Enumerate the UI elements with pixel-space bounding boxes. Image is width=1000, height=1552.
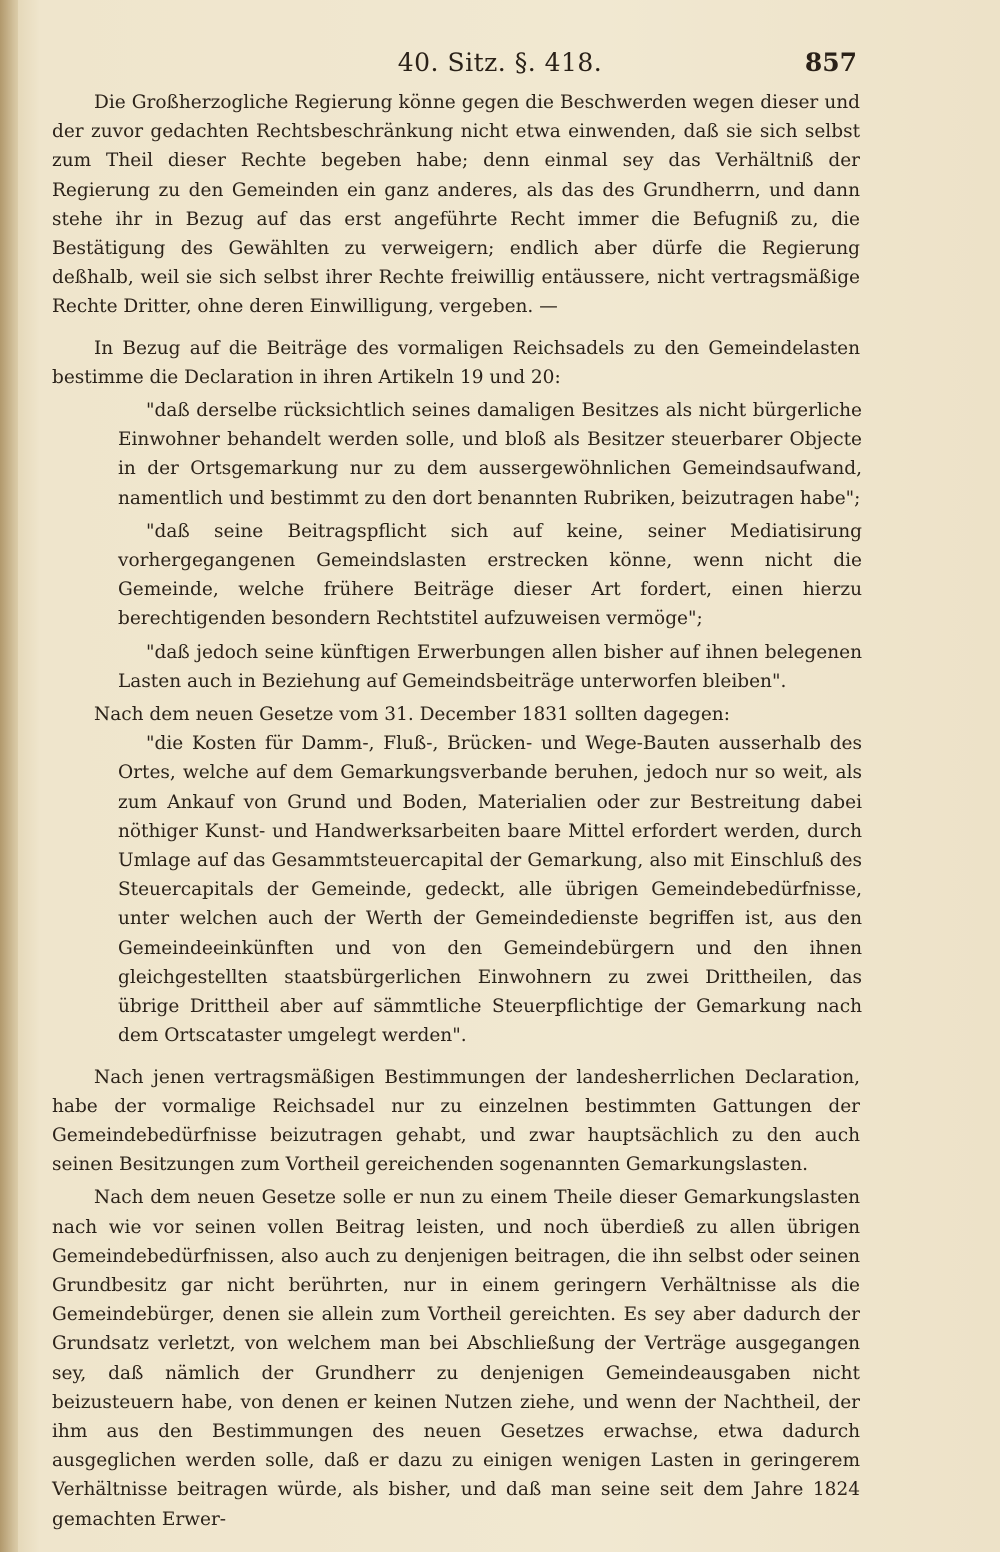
- quoted-article: "daß derselbe rücksichtlich seines damaligen Besitzes als nicht bürgerliche Einwohner behandelt werden solle, und bloß als Besitzer steuerbarer Objecte in der Ortsgemarkung nur zu dem aussergewöhnlichen Gemeindsaufwand, namentlich und bestimmt zu den dort benannten Rubriken, beizutragen habe";: [118, 400, 862, 509]
- paragraph: Nach dem neuen Gesetze solle er nun zu einem Theile dieser Gemarkungslasten nach wie vor seinen vollen Beitrag leisten, und noch überdieß zu allen übrigen Gemeindebedürfnissen, also auch zu denjenigen beitragen, die ihn selbst oder seinen Grundbesitz gar nicht berührten, nur in einem geringern Verhältnisse als die Gemeindebürger, denen sie allein zum Vortheil gereichten. Es sey aber dadurch der Grundsatz verletzt, von welchem man bei Abschließung der Verträge ausgegangen sey, daß nämlich der Grundherr zu denjenigen Gemeindeausgaben nicht beizusteuern habe, von denen er keinen Nutzen ziehe, und wenn der Nachtheil, der ihm aus den Bestimmungen des neuen Gesetzes erwachse, etwa dadurch ausgeglichen werden solle, daß er dazu zu einigen wenigen Lasten in geringerem Verhältnisse beitragen würde, als bisher, und daß man seine seit dem Jahre 1824 gemachten Erwer-: [52, 1187, 860, 1530]
- quoted-article: "daß seine Beitragspflicht sich auf keine, seiner Mediatisirung vorhergegangenen Gemeindslasten erstrecken könne, wenn nicht die Gemeinde, welche frühere Beiträge dieser Art fordert, einen hierzu berechtigenden besondern Rechtstitel aufzuweisen vermöge";: [118, 520, 862, 630]
- paragraph: In Bezug auf die Beiträge des vormaligen Reichsadels zu den Gemeindelasten bestimme die Declaration in ihren Artikeln 19 und 20:: [52, 337, 860, 388]
- body-text: [52, 88, 860, 1534]
- paragraph: Die Großherzogliche Regierung könne gegen die Beschwerden wegen dieser und der zuvor gedachten Rechtsbeschränkung nicht etwa einwenden, daß sie sich selbst zum Theil dieser Rechte begeben habe; denn einmal sey das Verhältniß der Regierung zu den Gemeinden ein ganz anderes, als das des Grundherrn, und dann stehe ihr in Bezug auf das erst angeführte Recht immer die Befugniß zu, die Bestätigung des Gewählten zu verweigern; endlich aber dürfe die Regierung deßhalb, weil sie sich selbst ihrer Rechte freiwillig entäussere, nicht vertragsmäßige Rechte Dritter, ohne deren Einwilligung, vergeben. —: [52, 92, 860, 318]
- paragraph: Nach dem neuen Gesetze vom 31. December 1831 sollten dagegen:: [94, 704, 730, 726]
- quoted-article: "daß jedoch seine künftigen Erwerbungen allen bisher auf ihnen belegenen Lasten auch in Beziehung auf Gemeindsbeiträge unterworfen bleiben".: [118, 641, 862, 692]
- running-head: 40. Sitz. §. 418.: [397, 48, 603, 77]
- binding-gutter: [0, 0, 18, 1552]
- paragraph: Nach jenen vertragsmäßigen Bestimmungen der landesherrlichen Declaration, habe der vormalige Reichsadel nur zu einzelnen bestimmten Gattungen der Gemeindebedürfnisse beizutragen gehabt, und zwar hauptsächlich zu den auch seinen Besitzungen zum Vortheil gereichenden sogenannten Gemarkungslasten.: [52, 1066, 860, 1176]
- page-number: 857: [804, 48, 857, 77]
- quoted-law: "die Kosten für Damm-, Fluß-, Brücken- und Wege-Bauten ausserhalb des Ortes, welche auf dem Gemarkungsverbande beruhen, jedoch nur so weit, als zum Ankauf von Grund und Boden, Materialien oder zur Bestreitung dabei nöthiger Kunst- und Handwerksarbeiten baare Mittel erfordert werden, durch Umlage auf das Gesammtsteuercapital der Gemarkung, also mit Einschluß des Steuercapitals der Gemeinde, gedeckt, alle übrigen Gemeindebedürfnisse, unter welchen auch der Werth der Gemeindedienste begriffen ist, aus den Gemeindeeinkünften und von den Gemeindebürgern und den ihnen gleichgestellten staatsbürgerlichen Einwohnern zu zwei Drittheilen, das übrige Drittheil aber auf sämmtliche Steuerpflichtige der Gemarkung nach dem Ortscataster umgelegt werden".: [118, 733, 862, 1047]
- page-header: [0, 48, 1000, 88]
